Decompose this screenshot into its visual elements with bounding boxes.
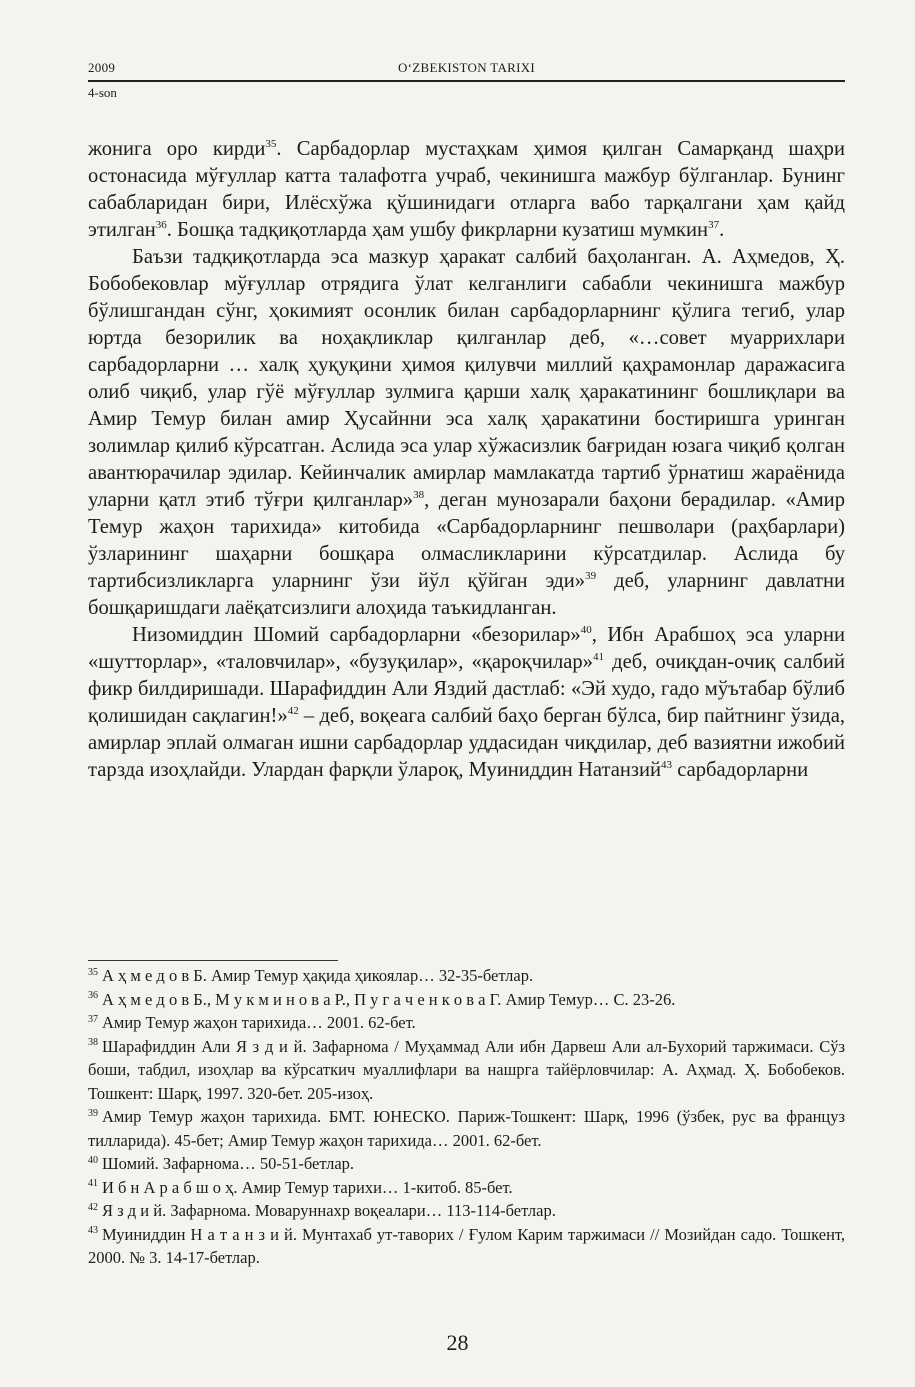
text-run: , деган мунозарали баҳони берадилар. «Амир Темур жаҳон тарихида» китобида «Сарбадорларнинг пешволари (раҳбарлари) ўзларининг шаҳарни бошқара олмасликларини кўрсатдилар. Аслида бу тартибсизликларга уларнинг ўзи йўл қўйган эди»	[88, 489, 845, 592]
footnote-number: 42	[88, 1201, 98, 1213]
footnote-author: Н а т а н з и й	[190, 1224, 293, 1244]
footnote-author: М у к м и н о в а	[215, 989, 331, 1009]
footnote-36	[88, 988, 845, 1012]
footnote-text: Муиниддин	[102, 1224, 191, 1244]
footnote-number: 35	[88, 966, 98, 978]
footnote-text: Г. Амир Темур… С. 23-26.	[485, 989, 676, 1009]
text-run: – деб, воқеага салбий баҳо берган бўлса, бир пайтнинг ўзида, амирлар эплай олмаган ишни сарбадорлар уддасидан чиқдилар, деб вазиятни ижобий тарзда изоҳлайди. Улардан фарқли ўлароқ, Муиниддин Натанзий	[88, 705, 845, 781]
footnote-text: Шомий. Зафарнома… 50-51-бетлар.	[102, 1154, 355, 1173]
footnote-text: . Мунтахаб ут-таворих / Ғулом Карим таржимаси // Мозийдан садо. Тошкент, 2000. № 3. 14-17-бетлар.	[88, 1224, 845, 1267]
footnote-text: Шарафиддин Али	[102, 1036, 236, 1056]
text-run: Низомиддин Шомий сарбадорларни «безорилар»	[132, 624, 581, 646]
text-run: . Бошқа тадқиқотларда ҳам ушбу фикрларни кузатиш мумкин	[166, 219, 709, 241]
footnotes	[88, 964, 845, 1270]
text-run: деб, очиқдан-очиқ салбий фикр билдиришади. Шарафиддин Али Яздий дастлаб: «Эй худо, гадо мўътабар бўлиб қолишидан сақлагин!»	[88, 651, 845, 727]
footnote-ref: 37	[708, 219, 720, 232]
footnote-37	[88, 1011, 845, 1035]
footnote-ref: 36	[155, 219, 167, 232]
text-run: сарбадорларни	[672, 759, 809, 781]
running-head	[88, 58, 845, 80]
footnote-text: . Амир Темур тарихи… 1-китоб. 85-бет.	[233, 1177, 513, 1197]
footnote-ref: 43	[661, 759, 673, 772]
article-body	[88, 136, 845, 784]
footnote-number: 40	[88, 1154, 98, 1166]
footnote-text: Амир Темур жаҳон тарихида… 2001. 62-бет.	[102, 1013, 416, 1032]
footnote-author: А ҳ м е д о в	[102, 966, 190, 985]
footnote-text: Р.,	[330, 989, 355, 1009]
footnote-number: 37	[88, 1013, 98, 1025]
footnote-ref: 38	[413, 489, 425, 502]
footnote-author: Я з д и й	[235, 1036, 303, 1056]
footnote-ref: 42	[287, 705, 299, 718]
issue-number: 4-son	[88, 85, 117, 100]
footnote-author: А ҳ м е д о в	[102, 989, 190, 1009]
footnote-35	[88, 964, 845, 988]
footnote-38	[88, 1035, 845, 1106]
footnote-ref: 40	[580, 624, 592, 637]
footnote-42	[88, 1199, 845, 1223]
footnote-separator	[88, 960, 338, 961]
text-run: деб, уларнинг давлатни бошқаришдаги лаёқатсизлиги алоҳида таъкидланган.	[88, 570, 845, 619]
footnote-author: Я з д и й	[102, 1201, 163, 1220]
footnote-number: 36	[88, 990, 98, 1001]
footnote-number: 41	[88, 1178, 98, 1189]
footnote-text: Амир Темур жаҳон тарихида. БМТ. ЮНЕСКО. Париж-Тошкент: Шарқ, 1996 (ўзбек, рус ва француз тилларида). 45-бет; Амир Темур жаҳон тарихида… 2001. 62-бет.	[88, 1107, 845, 1150]
paragraph-2	[88, 244, 845, 622]
footnote-author: П у г а ч е н к о в а	[354, 989, 486, 1009]
text-run: , Ибн Арабшоҳ эса уларни «шутторлар», «таловчилар», «бузуқилар», «қароқчилар»	[88, 624, 845, 673]
footnote-43	[88, 1223, 845, 1270]
text-run: жонига оро кирди	[88, 138, 266, 160]
footnote-40	[88, 1152, 845, 1176]
footnote-text: Б.,	[189, 989, 216, 1009]
header-year: 2009	[88, 60, 116, 75]
paragraph-3	[88, 622, 845, 784]
header-rule	[88, 80, 845, 82]
footnote-text: . Зафарнома. Моваруннахр воқеалари… 113-114-бетлар.	[162, 1201, 556, 1220]
footnote-41	[88, 1176, 845, 1200]
footnote-number: 39	[88, 1107, 98, 1119]
footnote-ref: 39	[585, 570, 597, 583]
text-run: Баъзи тадқиқотларда эса мазкур ҳаракат салбий баҳоланган. А. Аҳмедов, Ҳ. Бобобековлар мўғуллар отрядига ўлат келганлиги сабабли чекинишга мажбур бўлишгандан сўнг, ҳокимият осонлик билан сарбадорларнинг қўлига тегиб, улар юртда безорилик ва ноҳақликлар қилганлар деб, «…совет муаррихлари сарбадорларни … халқ ҳуқуқини ҳимоя қилувчи миллий қаҳрамонлар даражасига олиб чиқиб, улар гўё мўғуллар зулмига қарши халқ ҳаракатининг бошлиқлари ва Амир Темур билан амир Ҳусайнни эса халқ ҳаракатини бостиришга уринган золимлар қилиб кўрсатган. Аслида эса улар хўжасизлик бағридан юзага чиқиб қолган авантюрачилар эдилар. Кейинчалик амирлар мамлакатда тартиб ўрнатиш жараёнида уларни қатл этиб тўғри қилганлар»	[88, 246, 845, 511]
page-number: 28	[446, 1330, 469, 1355]
footnote-number: 43	[88, 1225, 98, 1236]
footnote-39	[88, 1105, 845, 1152]
footnote-text: . Зафарнома / Муҳаммад Али ибн Дарвеш Али ал-Бухорий таржимаси. Сўз боши, табдил, изоҳлар ва кўрсаткич муаллифлари ва нашрга тайёрловчилар: А. Аҳмад. Ҳ. Бобобеков. Тошкент: Шарқ, 1997. 320-бет. 205-изоҳ.	[88, 1036, 845, 1103]
paragraph-1	[88, 136, 845, 244]
text-run: .	[719, 219, 725, 241]
text-run: . Сарбадорлар мустаҳкам ҳимоя қилган Самарқанд шаҳри остонасида мўғуллар катта талафотга учраб, чекинишга мажбур бўлганлар. Бунинг сабабларидан бири, Илёсхўжа қўшинидаги отларга вабо тарқалгани ҳам қайд этилган	[88, 138, 845, 241]
footnote-number: 38	[88, 1037, 98, 1048]
footnote-text: Б. Амир Темур ҳақида ҳикоялар… 32-35-бетлар.	[189, 966, 534, 985]
footnote-author: И б н А р а б ш о ҳ	[102, 1177, 234, 1197]
footnote-ref: 41	[592, 651, 604, 664]
footnote-ref: 35	[265, 138, 277, 151]
journal-title: O‘ZBEKISTON TARIXI	[397, 60, 536, 75]
